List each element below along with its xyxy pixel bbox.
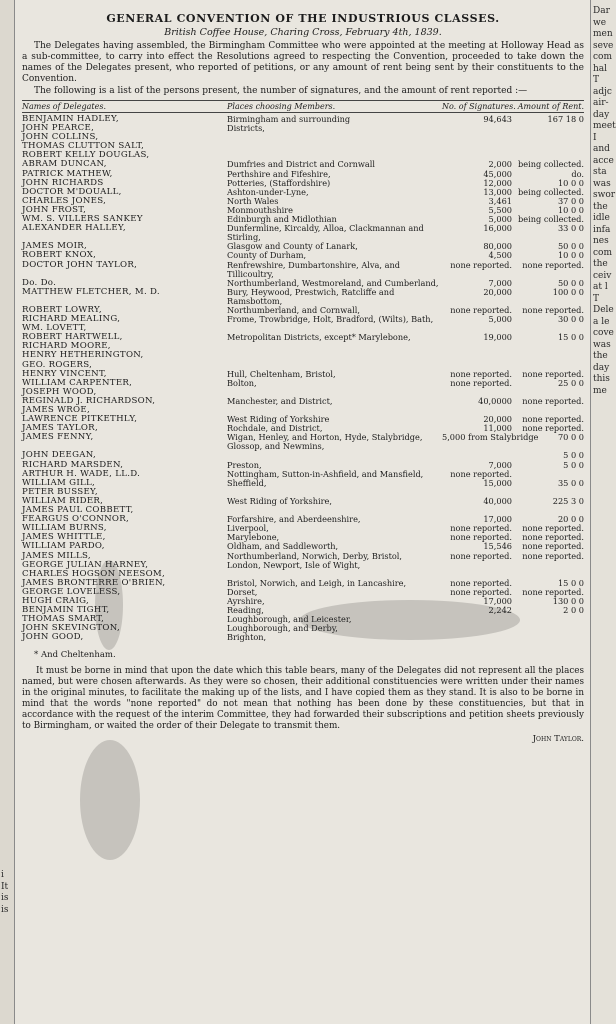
- delegate-name: BENJAMIN TIGHT,: [22, 605, 110, 616]
- delegate-name: RICHARD MEALING,: [22, 314, 121, 325]
- table-row: [22, 379, 584, 388]
- table-row: [22, 224, 584, 242]
- delegate-name: WM. S. VILLERS SANKEY: [22, 214, 143, 225]
- delegate-name: RICHARD MARSDEN,: [22, 459, 124, 470]
- delegates-table: [22, 115, 584, 642]
- delegate-rent: 5 0 0: [563, 459, 584, 470]
- delegate-place: Ayrshire,: [227, 595, 265, 606]
- closing-paragraph: It must be borne in mind that upon the date which this table bears, many of the Delegates did not represent all the places named, but were chosen afterwards. As they were so chosen, their additional constituencies were written under their names in the original minutes, to facilitate the making up of the lists, and I have copied them as they stand. It is also to be borne in mind that the words "none reported" do not mean that nothing has been done by these constituencies, but that in accordance with the request of the interim Committee, they had forwarded their subscriptions and petition sheets previously to Birmingham, or waited the order of their Delegate to transmit them.: [22, 666, 584, 732]
- delegate-signatures: 5,500: [488, 204, 512, 215]
- page-subtitle: British Coffee House, Charing Cross, February 4th, 1839.: [164, 27, 442, 38]
- delegate-name: WM. LOVETT,: [22, 323, 87, 334]
- intro-paragraph-2: The following is a list of the persons present, the number of signatures, and the amount of rent reported :—: [34, 86, 528, 96]
- delegate-name: GEORGE LOVELESS,: [22, 586, 121, 597]
- delegate-name: PETER BUSSEY,: [22, 486, 98, 497]
- delegate-rent: 2 0 0: [563, 605, 584, 616]
- delegate-signatures: none reported.: [450, 577, 512, 588]
- right-margin-text: Dar we men seve com hal T adjc air- day meet I and acce sta was swor the idle infa nes com the ceiv at l T Dele a le cove was the day this me: [593, 6, 616, 396]
- table-row: [22, 633, 584, 642]
- delegate-signatures: none reported.: [450, 586, 512, 597]
- delegate-name: JOHN GOOD,: [22, 632, 84, 643]
- delegate-rent: none reported.: [522, 541, 584, 552]
- delegate-name: JOHN RICHARDS: [22, 177, 104, 188]
- delegate-rent: none reported.: [522, 395, 584, 406]
- delegate-signatures: none reported.: [450, 368, 512, 379]
- delegate-place: Dumfries and District and Cornwall: [227, 159, 376, 170]
- delegate-signatures: 45,000: [483, 168, 512, 179]
- table-row: [22, 433, 584, 451]
- delegate-signatures: none reported.: [450, 550, 512, 561]
- delegate-rent: do.: [571, 168, 584, 179]
- header-signatures: No. of Signatures.: [442, 102, 516, 111]
- delegate-rent: 10 0 0: [557, 250, 584, 261]
- intro-paragraph: The Delegates having assembled, the Birmingham Committee who were appointed at the meeting at Holloway Head as a sub-committee, to carry into effect the Resolutions agreed to respecting the Convention, proceeded to take down the names of the Delegates present, who reported of petitions, or any amount of rent being sent by their constituents to the Convention.: [22, 41, 584, 84]
- delegate-name: WILLIAM BURNS,: [22, 523, 107, 534]
- delegate-rent: 167 18 0: [547, 114, 584, 124]
- delegate-rent: 10 0 0: [557, 204, 584, 215]
- delegate-name: MATTHEW FLETCHER, M. D.: [22, 286, 160, 297]
- delegate-rent: 33 0 0: [557, 223, 584, 234]
- delegate-name: FEARGUS O'CONNOR,: [22, 514, 130, 525]
- table-row: [22, 351, 584, 360]
- delegate-place: Manchester, and District,: [227, 395, 333, 406]
- delegate-signatures: 5,000 from Stalybridge: [442, 432, 539, 443]
- delegate-place: County of Durham,: [227, 250, 307, 261]
- delegate-rent: 10 0 0: [557, 177, 584, 188]
- delegate-name: JAMES MILLS,: [22, 550, 91, 561]
- delegate-rent: none reported.: [522, 423, 584, 434]
- delegate-name: JAMES BRONTERRE O'BRIEN,: [22, 577, 166, 588]
- delegate-name: WILLIAM PARDO,: [22, 541, 105, 552]
- delegate-rent: none reported.: [522, 414, 584, 425]
- delegate-name: BENJAMIN HADLEY,: [22, 114, 119, 124]
- delegate-name: JOSEPH WOOD,: [22, 386, 97, 397]
- delegate-rent: none reported.: [522, 259, 584, 270]
- delegate-place: Ashton-under-Lyne,: [227, 186, 309, 197]
- delegate-signatures: none reported.: [450, 304, 512, 315]
- delegate-signatures: 17,000: [483, 514, 512, 525]
- delegate-place: Preston,: [227, 459, 262, 470]
- table-row: [22, 397, 584, 406]
- delegate-signatures: 7,000: [488, 277, 512, 288]
- delegate-rent: none reported.: [522, 368, 584, 379]
- delegate-place: Bristol, Norwich, and Leigh, in Lancashire,: [227, 577, 407, 588]
- delegate-rent: 15 0 0: [557, 332, 584, 343]
- delegate-rent: 5 0 0: [563, 450, 584, 461]
- delegate-place: Northumberland, Norwich, Derby, Bristol,: [227, 550, 403, 561]
- delegate-signatures: 2,242: [488, 605, 512, 616]
- signature: John Taylor.: [532, 734, 584, 745]
- delegate-rent: 15 0 0: [557, 577, 584, 588]
- delegate-rent: 225 3 0: [552, 495, 584, 506]
- delegate-name: JAMES WHITTLE,: [22, 532, 106, 543]
- delegate-signatures: none reported.: [450, 377, 512, 388]
- delegate-name: JAMES MOIR,: [22, 241, 88, 252]
- delegate-name: ALEXANDER HALLEY,: [22, 223, 126, 234]
- header-places: Places choosing Members.: [227, 102, 336, 111]
- delegate-name: JAMES FENNY,: [22, 432, 94, 443]
- delegate-name: THOMAS CLUTTON SALT,: [22, 141, 145, 152]
- delegate-place: Marylebone,: [227, 532, 280, 543]
- delegate-place: Renfrewshire, Dumbartonshire, Alva, and Tillicoultry,: [227, 259, 400, 279]
- delegate-signatures: 20,000: [483, 286, 512, 297]
- delegate-rent: none reported.: [522, 304, 584, 315]
- delegate-place: Glasgow and County of Lanark,: [227, 241, 358, 252]
- delegate-signatures: 16,000: [483, 223, 512, 234]
- delegate-rent: 37 0 0: [557, 195, 584, 206]
- delegate-place: Birmingham and surrounding: [227, 114, 351, 124]
- delegate-name: GEO. ROGERS,: [22, 359, 93, 370]
- delegate-signatures: none reported.: [450, 532, 512, 543]
- delegate-signatures: 94,643: [483, 114, 512, 124]
- page-title: GENERAL CONVENTION OF THE INDUSTRIOUS CLASSES.: [106, 12, 500, 25]
- delegate-name: DOCTOR M'DOUALL,: [22, 186, 122, 197]
- delegate-name: CHARLES HOGSON NEESOM,: [22, 568, 166, 579]
- delegate-rent: being collected.: [518, 214, 584, 225]
- delegate-name: THOMAS SMART,: [22, 614, 105, 625]
- delegate-rent: none reported.: [522, 550, 584, 561]
- table-row: [22, 288, 584, 306]
- delegate-rent: 35 0 0: [557, 477, 584, 488]
- delegate-place: Wigan, Henley, and Horton, Hyde, Stalybridge, Glossop, and Newmins,: [227, 432, 423, 452]
- delegate-place: London, Newport, Isle of Wight,: [227, 559, 361, 570]
- left-margin-strip: [0, 0, 15, 1024]
- delegate-name: LAWRENCE PITKETHLY,: [22, 414, 138, 425]
- delegate-place: Liverpool,: [227, 523, 269, 534]
- delegate-place: Potteries, (Staffordshire): [227, 177, 331, 188]
- delegate-signatures: 40,0000: [478, 395, 512, 406]
- delegate-rent: being collected.: [518, 186, 584, 197]
- delegate-name: HUGH CRAIG,: [22, 595, 90, 606]
- delegate-name: ABRAM DUNCAN,: [22, 159, 107, 170]
- delegate-signatures: 5,000: [488, 314, 512, 325]
- delegate-place: Northumberland, and Cornwall,: [227, 304, 360, 315]
- delegate-place: Northumberland, Westmoreland, and Cumberland,: [227, 277, 439, 288]
- delegate-name: RICHARD MOORE,: [22, 341, 111, 352]
- delegate-name: JOHN SKEVINGTON,: [22, 623, 121, 634]
- delegate-signatures: 19,000: [483, 332, 512, 343]
- delegate-rent: being collected.: [518, 159, 584, 170]
- delegate-place: West Riding of Yorkshire: [227, 414, 330, 425]
- table-row: [22, 261, 584, 279]
- table-row: [22, 624, 584, 633]
- delegate-rent: 100 0 0: [552, 286, 584, 297]
- delegate-signatures: 11,000: [483, 423, 512, 434]
- table-header: [22, 100, 584, 113]
- delegate-rent: 50 0 0: [557, 241, 584, 252]
- table-row: [22, 115, 584, 124]
- delegate-place: Dorset,: [227, 586, 258, 597]
- delegate-place: Districts,: [227, 123, 265, 134]
- delegate-name: ARTHUR H. WADE, LL.D.: [22, 468, 141, 479]
- delegate-signatures: none reported.: [450, 523, 512, 534]
- delegate-name: ROBERT HARTWELL,: [22, 332, 123, 343]
- delegate-place: Nottingham, Sutton-in-Ashfield, and Mansfield,: [227, 468, 424, 479]
- delegate-rent: 130 0 0: [552, 595, 584, 606]
- delegate-rent: 25 0 0: [557, 377, 584, 388]
- delegate-signatures: 3,461: [488, 195, 512, 206]
- delegate-signatures: 13,000: [483, 186, 512, 197]
- delegate-signatures: 5,000: [488, 214, 512, 225]
- right-margin-strip: [590, 0, 616, 1024]
- delegate-name: JAMES TAYLOR,: [22, 423, 98, 434]
- delegate-place: Loughborough, and Leicester,: [227, 614, 352, 625]
- delegate-signatures: none reported.: [450, 468, 512, 479]
- delegate-place: Perthshire and Fifeshire,: [227, 168, 331, 179]
- delegate-place: Reading,: [227, 605, 264, 616]
- delegate-rent: 70 0 0: [557, 432, 584, 443]
- delegate-name: GEORGE JULIAN HARNEY,: [22, 559, 149, 570]
- table-row: [22, 315, 584, 324]
- delegate-name: REGINALD J. RICHARDSON,: [22, 395, 156, 406]
- footnote: * And Cheltenham.: [34, 650, 116, 661]
- delegate-name: WILLIAM GILL,: [22, 477, 96, 488]
- delegate-rent: 30 0 0: [557, 314, 584, 325]
- delegate-place: Edinburgh and Midlothian: [227, 214, 337, 225]
- delegate-place: Brighton,: [227, 632, 267, 643]
- delegate-signatures: 15,546: [483, 541, 512, 552]
- newspaper-page: [22, 6, 584, 1018]
- delegate-signatures: 20,000: [483, 414, 512, 425]
- delegate-signatures: 40,000: [483, 495, 512, 506]
- delegate-name: HENRY VINCENT,: [22, 368, 107, 379]
- delegate-rent: 50 0 0: [557, 277, 584, 288]
- delegate-place: Hull, Cheltenham, Bristol,: [227, 368, 336, 379]
- delegate-place: Sheffield,: [227, 477, 267, 488]
- delegate-rent: none reported.: [522, 532, 584, 543]
- table-row: [22, 479, 584, 488]
- header-names: Names of Delegates.: [22, 102, 106, 111]
- delegate-rent: none reported.: [522, 586, 584, 597]
- delegate-signatures: 2,000: [488, 159, 512, 170]
- table-row: [22, 124, 584, 133]
- delegate-place: Frome, Trowbridge, Holt, Bradford, (Wilts), Bath,: [227, 314, 434, 325]
- delegate-place: Oldham, and Saddleworth,: [227, 541, 339, 552]
- delegate-rent: none reported.: [522, 523, 584, 534]
- delegate-name: JAMES PAUL COBBETT,: [22, 505, 134, 516]
- delegate-name: DOCTOR JOHN TAYLOR,: [22, 259, 138, 270]
- delegate-place: West Riding of Yorkshire,: [227, 495, 332, 506]
- delegate-signatures: 15,000: [483, 477, 512, 488]
- delegate-place: Dunfermline, Kircaldy, Alloa, Clackmannan and Stirling,: [227, 223, 424, 243]
- delegate-place: Bolton,: [227, 377, 257, 388]
- delegate-name: ROBERT LOWRY,: [22, 304, 102, 315]
- delegate-name: HENRY HETHERINGTON,: [22, 350, 144, 361]
- delegate-name: WILLIAM RIDER,: [22, 495, 104, 506]
- delegate-signatures: 7,000: [488, 459, 512, 470]
- delegate-name: JOHN DEEGAN,: [22, 450, 97, 461]
- delegate-place: Monmouthshire: [227, 204, 293, 215]
- header-rent: Amount of Rent.: [517, 102, 584, 111]
- delegate-name: JOHN COLLINS,: [22, 132, 99, 143]
- left-margin-text: i It is is: [1, 870, 9, 915]
- delegate-name: JOHN PEARCE,: [22, 123, 95, 134]
- delegate-place: Loughborough, and Derby,: [227, 623, 338, 634]
- delegate-name: PATRICK MATHEW,: [22, 168, 113, 179]
- delegate-place: Metropolitan Districts, except* Marylebone,: [227, 332, 411, 343]
- delegate-name: Do. Do.: [22, 277, 57, 288]
- delegate-place: Rochdale, and District,: [227, 423, 323, 434]
- delegate-signatures: 4,500: [488, 250, 512, 261]
- delegate-signatures: none reported.: [450, 259, 512, 270]
- delegate-name: JAMES WROE,: [22, 405, 90, 415]
- delegate-signatures: 17,000: [483, 595, 512, 606]
- delegate-name: ROBERT KELLY DOUGLAS,: [22, 150, 150, 161]
- delegate-place: Forfarshire, and Aberdeenshire,: [227, 514, 361, 525]
- delegate-name: JOHN FROST,: [22, 204, 87, 215]
- delegate-signatures: 12,000: [483, 177, 512, 188]
- delegate-signatures: 80,000: [483, 241, 512, 252]
- delegate-rent: 20 0 0: [557, 514, 584, 525]
- delegate-name: CHARLES JONES,: [22, 195, 107, 206]
- delegate-place: North Wales: [227, 195, 279, 206]
- delegate-name: ROBERT KNOX,: [22, 250, 97, 261]
- delegate-place: Bury, Heywood, Prestwich, Ratcliffe and Ramsbottom,: [227, 286, 395, 306]
- delegate-name: WILLIAM CARPENTER,: [22, 377, 133, 388]
